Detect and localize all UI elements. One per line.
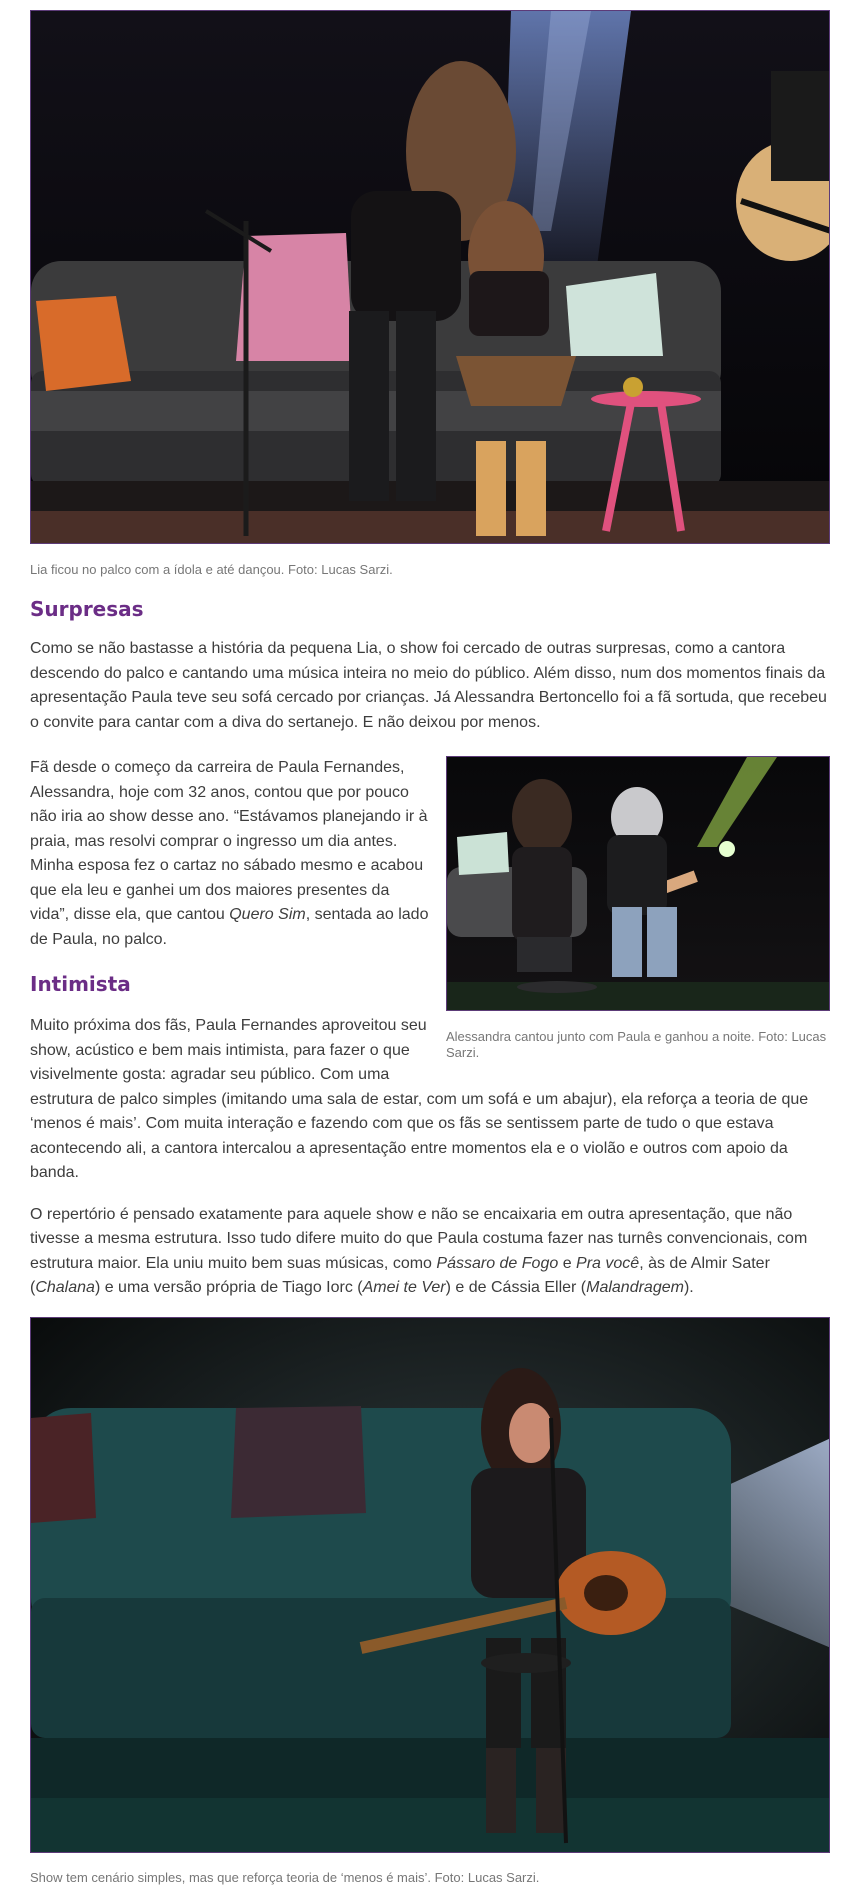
stage-photo-lia-image <box>31 11 830 544</box>
paragraph-text: , sentada ao lado de Paula, no palco. <box>30 906 429 948</box>
figure-caption: Lia ficou no palco com a ídola e até dançou. Foto: Lucas Sarzi. <box>30 562 393 577</box>
stage-photo-paula-guitar[interactable] <box>30 1317 830 1853</box>
section-heading-surpresas: Surpresas <box>30 597 144 621</box>
paragraph-text: ) e de Cássia Eller ( <box>445 1279 587 1296</box>
paragraph-text: e <box>558 1254 577 1272</box>
paragraph <box>30 1203 830 1301</box>
paragraph-text: ) e uma versão própria de Tiago Iorc ( <box>94 1279 363 1296</box>
paragraph-text: Fã desde o começo da carreira de Paula Fernandes, Alessandra, hoje com 32 anos, contou que por pouco não iria ao show desse ano. “Estávamos planejando ir à praia, mas resolvi comprar o ingresso um dia antes. Minha esposa fez o cartaz no sábado mesmo e acabou que ela leu e ganhei um dos maiores presentes da vida”, disse ela, que cantou <box>30 759 428 923</box>
paragraph-text: , às de Almir Sater ( <box>30 1254 770 1296</box>
paragraph-text: O repertório é pensado exatamente para aquele show e não se encaixaria em outra apresentação, que não tivesse a mesma estrutura. Isso tudo difere muito do que Paula costuma fazer nas turnês convencionais, com estrutura maior. Ela uniu muito bem suas músicas, como <box>30 1205 808 1272</box>
stage-photo-alessandra[interactable] <box>446 756 830 1011</box>
figure-caption: Show tem cenário simples, mas que reforça teoria de ‘menos é mais’. Foto: Lucas Sarzi. <box>30 1869 540 1885</box>
float-block <box>30 756 830 1186</box>
stage-photo-alessandra-image <box>447 757 830 1011</box>
paragraph: Como se não bastasse a história da pequena Lia, o show foi cercado de outras surpresas, como a cantora descendo do palco e cantando uma música inteira no meio do público. Além disso, num dos momentos finais da apresentação Paula teve seu sofá cercado por crianças. Já Alessandra Bertoncello foi a fã sortuda, que recebeu o convite para cantar com a diva do sertanejo. E não deixou por menos. <box>30 640 827 731</box>
section-heading-intimista: Intimista <box>30 972 131 996</box>
stage-photo-paula-guitar-image <box>31 1318 830 1853</box>
article <box>30 10 830 1886</box>
paragraph: Muito próxima dos fãs, Paula Fernandes aproveitou seu show, acústico e bem mais intimista, para fazer o que visivelmente gosta: agradar seu público. Com uma estrutura de palco simples (imitando uma sala de estar, com um sofá e um abajur), ela reforça a teoria de que ‘menos é mais’. Com muita interação e fazendo com que os fãs se sentissem parte de tudo o que estava acontecendo ali, a cantora intercalou a apresentação entre momentos ela e o violão e outros com apoio da banda. <box>30 1017 809 1181</box>
song-title: Amei te Ver <box>362 1279 446 1296</box>
song-title: Quero Sim <box>229 906 306 923</box>
song-title: Malandragem <box>586 1279 684 1296</box>
figure-alessandra <box>446 756 830 1061</box>
song-title: Pássaro de Fogo <box>436 1254 559 1272</box>
paragraph-text: ). <box>683 1279 694 1296</box>
song-title: Pra você <box>576 1254 640 1272</box>
stage-photo-lia[interactable] <box>30 10 830 544</box>
song-title: Chalana <box>35 1279 95 1296</box>
figure-caption: Alessandra cantou junto com Paula e ganhou a noite. Foto: Lucas Sarzi. <box>446 1029 827 1060</box>
